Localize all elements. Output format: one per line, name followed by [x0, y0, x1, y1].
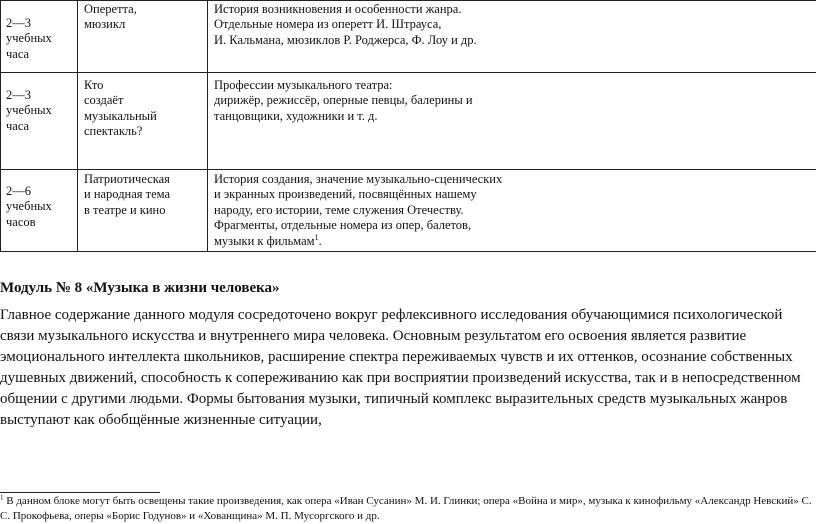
description-cell	[208, 1, 816, 73]
topic-text: Патриотическая и народная тема в театре и кино	[84, 172, 203, 218]
curriculum-table	[0, 0, 816, 252]
hours-cell	[1, 1, 78, 73]
topic-text: Оперетта, мюзикл	[84, 2, 203, 33]
topic-cell	[78, 170, 208, 252]
footnote-mark: 1	[0, 493, 4, 501]
description-end-punctuation: .	[319, 234, 322, 248]
description-text: Профессии музыкального театра: дирижёр, режиссёр, оперные певцы, балерины и танцовщики, художники и т. д.	[214, 78, 812, 124]
hours-text: 2—6 учебных часов	[6, 184, 73, 230]
description-text: История возникновения и особенности жанра. Отдельные номера из оперетт И. Штрауса, И. Кальмана, мюзиклов Р. Роджерса, Ф. Лоу и др.	[214, 2, 812, 48]
description-cell	[208, 170, 816, 252]
hours-text: 2—3 учебных часа	[6, 16, 73, 62]
description-text: История создания, значение музыкально-сценических и экранных произведений, посвящённых нашему народу, его истории, теме служения Отечеству. Фрагменты, отдельные номера из опер, балетов, музыки к фильмам	[214, 172, 502, 248]
topic-cell	[78, 73, 208, 170]
hours-text: 2—3 учебных часа	[6, 88, 73, 134]
description-cell	[208, 73, 816, 170]
footnote-reference[interactable]: 1	[315, 232, 319, 241]
hours-cell	[1, 170, 78, 252]
module-title: Модуль № 8 «Музыка в жизни человека»	[0, 280, 280, 297]
table-row	[1, 170, 816, 252]
footnote	[0, 494, 816, 524]
description-text-block	[214, 172, 812, 249]
module-description: Главное содержание данного модуля сосредоточено вокруг рефлексивного исследования обучающимися психологической связи музыкального искусства и внутреннего мира человека. Основным результатом его освоения является развитие эмоционального интеллекта школьников, расширение спектра переживаемых чувств и их оттенков, осознание собственных душевных движений, способность к сопереживанию как при восприятии произведений искусства, так и в непосредственном общении с другими людьми. Формы бытования музыки, типичный комплекс выразительных средств музыкальных жанров выступают как обобщённые жизненные ситуации,	[0, 305, 816, 431]
topic-cell	[78, 1, 208, 73]
table-row	[1, 1, 816, 73]
hours-cell	[1, 73, 78, 170]
footnote-divider	[0, 492, 160, 493]
topic-text: Кто создаёт музыкальный спектакль?	[84, 78, 203, 140]
table-row	[1, 73, 816, 170]
footnote-text: В данном блоке могут быть освещены такие произведения, как опера «Иван Сусанин» М. И. Глинки; опера «Война и мир», музыка к кинофильму «Александр Невский» С. С. Прокофьева, оперы «Борис Годунов» и «Хованщина» М. П. Мусоргского и др.	[0, 495, 812, 522]
